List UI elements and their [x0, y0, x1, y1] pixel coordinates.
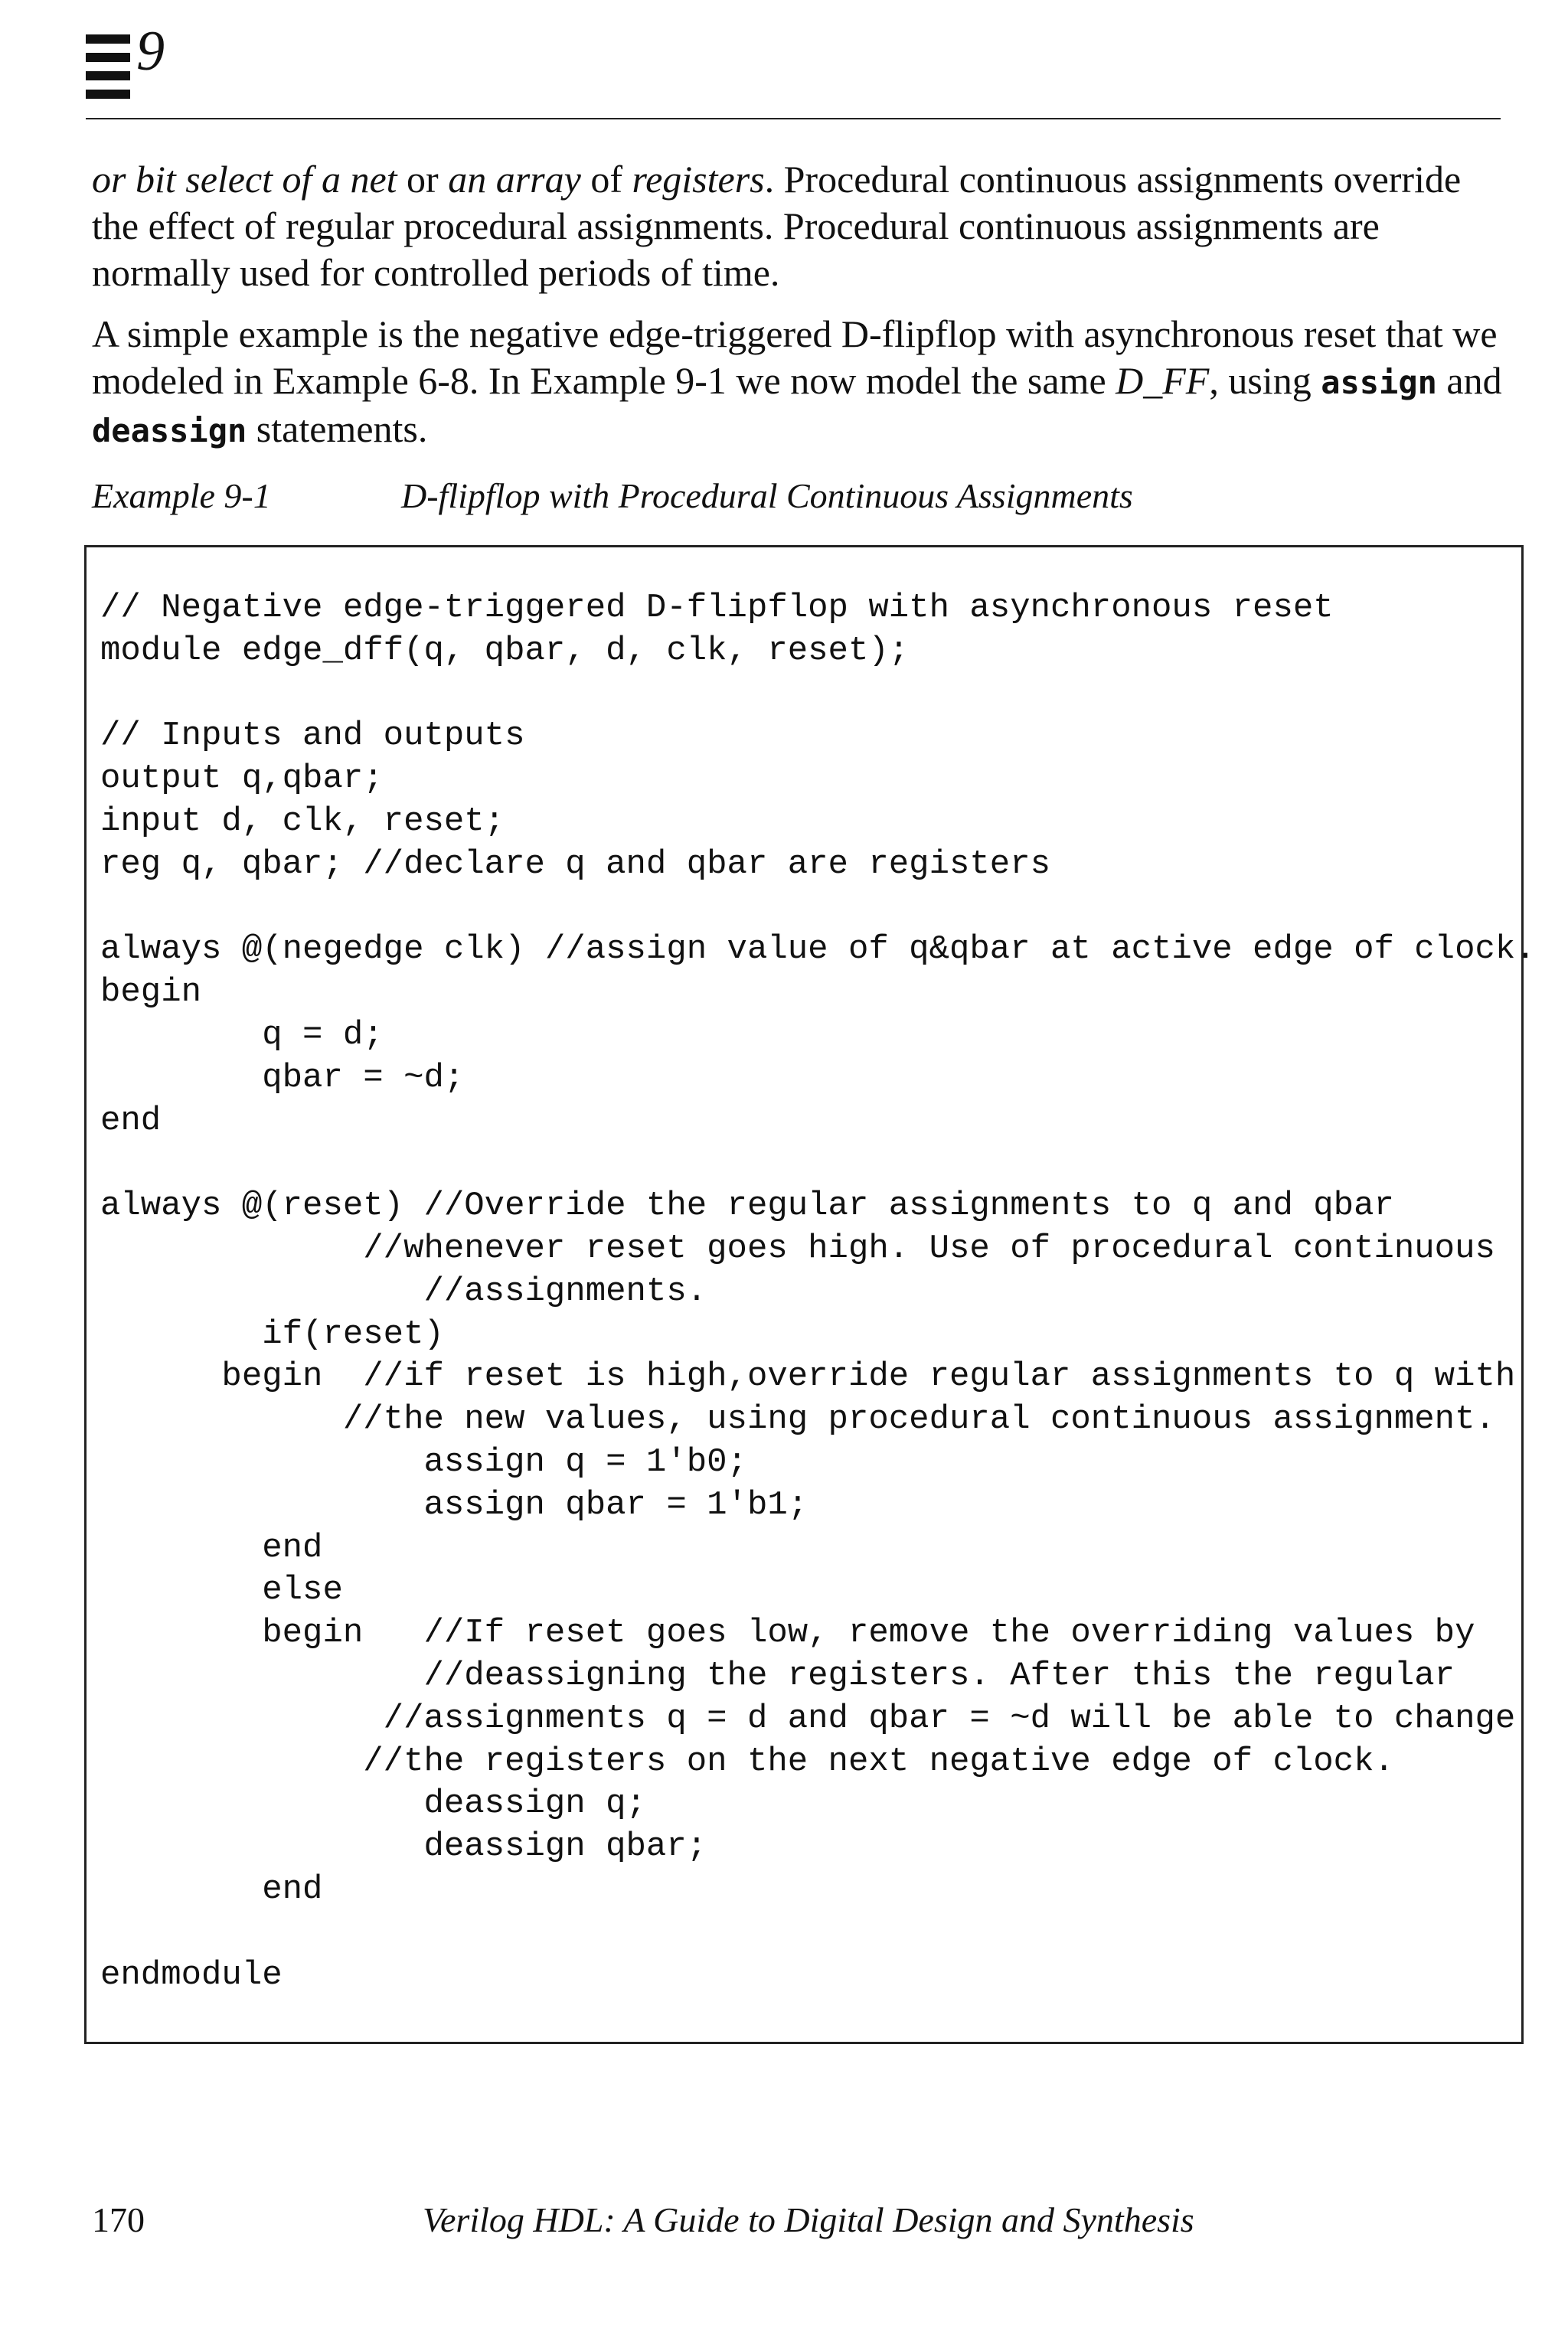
- example-number: Example 9-1: [92, 476, 271, 515]
- paragraph-1: [92, 156, 1516, 296]
- book-title: Verilog HDL: A Guide to Digital Design and Synthesis: [423, 2200, 1194, 2239]
- header-divider: [86, 118, 1501, 119]
- paragraph-1-italic: or bit select of a net: [92, 158, 397, 201]
- paragraph-1-text: or: [397, 158, 449, 201]
- code-listing: // Negative edge-triggered D-flipflop with asynchronous reset module edge_dff(q, qbar, d, clk, reset); // Inputs and outputs output q,qbar; input d, clk, reset; reg q, qbar; //declare q and qbar are registers always @(negedge clk) //assign value of q&qbar at active edge of clock. begin q = d; qbar = ~d; end always @(reset) //Override the regular assignments to q and qbar //whenever reset goes high. Use of procedural continuous //assignments. if(reset) begin //if reset is high,override regular assignments to q with //the new values, using procedural continuous assignment. assign q = 1'b0; assign qbar = 1'b1; end else begin //If reset goes low, remove the overriding values by //deassigning the registers. After this the regular //assignments q = d and qbar = ~d will be able to change //the registers on the next negative edge of clock. deassign q; deassign qbar; end endmodule: [100, 589, 1536, 1994]
- chapter-marker-bar: [86, 71, 130, 80]
- chapter-marker-bar: [86, 34, 130, 44]
- chapter-marker-bar: [86, 53, 130, 62]
- paragraph-2: [92, 311, 1516, 454]
- paragraph-1-text: of: [580, 158, 632, 201]
- paragraph-2-text: , using: [1209, 359, 1321, 402]
- paragraph-2-text: and: [1436, 359, 1502, 402]
- chapter-number: 9: [136, 20, 165, 83]
- paragraph-2-text: A simple example is the negative edge-triggered D-flipflop with asynchronous reset that we modeled in Example 6-8. In Example 9-1 we now model the same: [92, 312, 1498, 402]
- page-number: 170: [92, 2200, 145, 2239]
- keyword-assign: assign: [1321, 364, 1437, 401]
- code-listing-box: [84, 545, 1536, 2044]
- paragraph-1-italic: an array: [448, 158, 581, 201]
- paragraph-2-italic: D_FF: [1116, 359, 1210, 402]
- example-title: D-flipflop with Procedural Continuous Assignments: [401, 476, 1133, 515]
- keyword-deassign: deassign: [92, 412, 247, 449]
- chapter-marker-bar: [86, 90, 130, 99]
- paragraph-1-text: . Procedural continuous assignments override the effect of regular procedural assignments. Procedural continuous assignments are normally used for controlled periods of time.: [92, 158, 1462, 294]
- paragraph-1-italic: registers: [632, 158, 765, 201]
- paragraph-2-text: statements.: [247, 407, 428, 450]
